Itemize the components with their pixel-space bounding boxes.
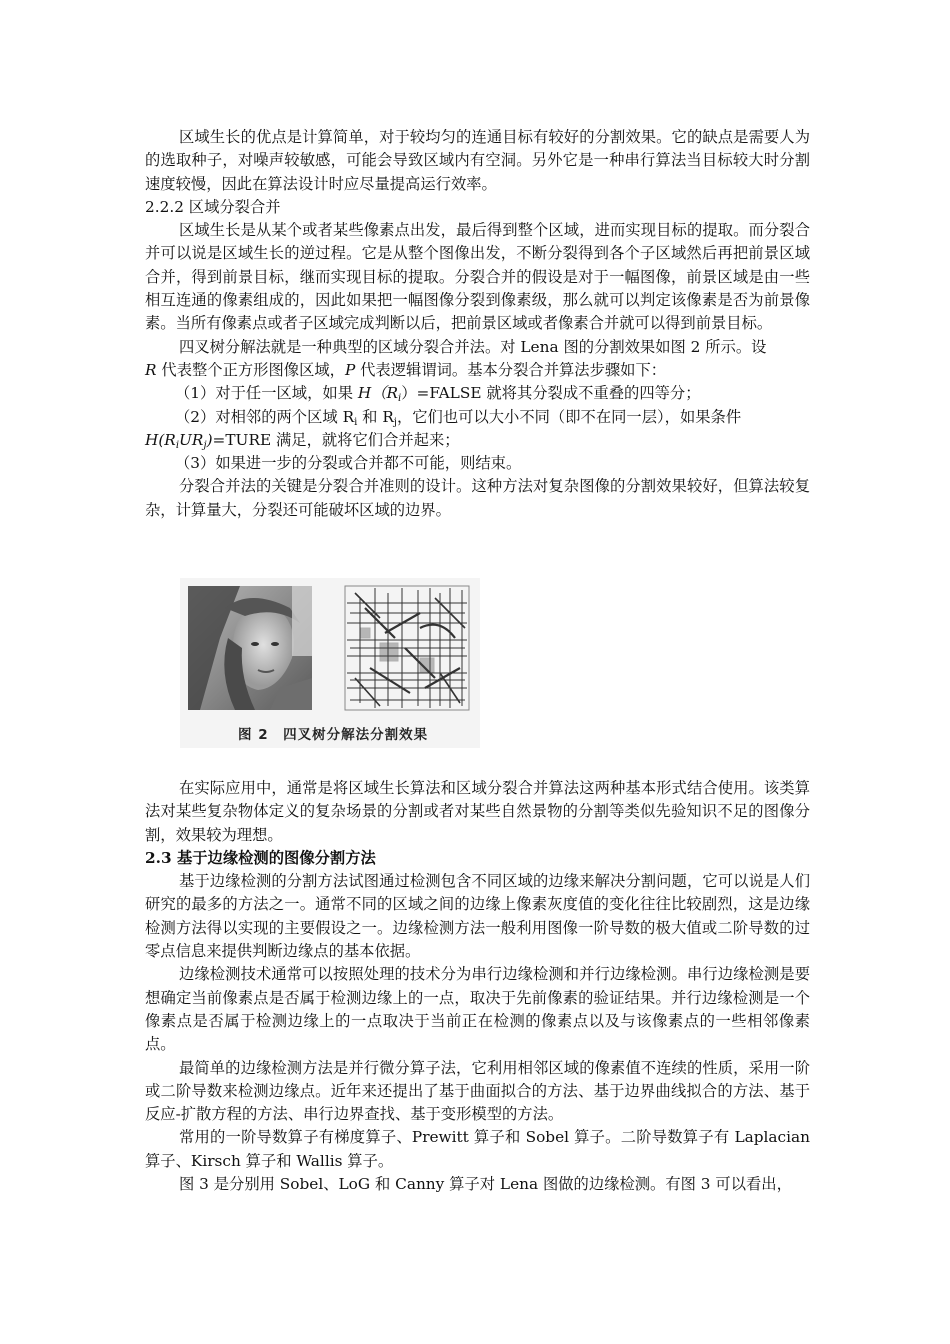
heading-2-2-2: 2.2.2 区域分裂合并 (145, 197, 281, 216)
paragraph-region-growing-pros: 区域生长的优点是计算简单，对于较均匀的连通目标有较好的分割效果。它的缺点是需要人为的选取种子，对噪声较敏感，可能会导致区域内有空洞。另外它是一种串行算法当目标较大时分割速度较慢，因此在算法设计时应尽量提高运行效率。 (145, 128, 810, 193)
lena-photo (188, 586, 312, 710)
step-2-sub-i: i (354, 416, 358, 428)
quadtree-text-c: 代表逻辑谓词。基本分裂合并算法步骤如下： (355, 360, 667, 379)
step-1-sub-i: i (398, 393, 402, 405)
figure-2-caption: 图 2 四叉树分解法分割效果 (238, 727, 429, 743)
step-2-predicate-sub-i: i (175, 439, 180, 451)
step-2-continued (145, 429, 810, 452)
step-2-sub-j: j (393, 416, 397, 428)
step-1 (145, 382, 810, 405)
heading-2-3: 2.3 基于边缘检测的图像分割方法 (145, 848, 376, 867)
step-2-text-b: 和 R (357, 407, 394, 426)
step-2-predicate-union: UR (179, 430, 204, 449)
paragraph-operators-list: 常用的一阶导数算子有梯度算子、Prewitt 算子和 Sobel 算子。二阶导数算子有 Laplacian 算子、Kirsch 算子和 Wallis 算子。 (145, 1128, 810, 1170)
paragraph-quadtree (145, 336, 810, 383)
paragraph-split-merge-key: 分裂合并法的关键是分裂合并准则的设计。这种方法对复杂图像的分割效果较好，但算法较复杂，计算量大，分裂还可能破坏区域的边界。 (145, 477, 810, 519)
step-2-text-a: （2）对相邻的两个区域 R (175, 407, 355, 426)
paragraph-split-merge: 区域生长是从某个或者某些像素点出发，最后得到整个区域，进而实现目标的提取。而分裂合并可以说是区域生长的逆过程。它是从整个图像出发，不断分裂得到各个子区域然后再把前景区域合并，得到前景目标，继而实现目标的提取。分裂合并的假设是对于一幅图像，前景区域是由一些相互连通的像素组成的，因此如果把一幅图像分裂到像素级，那么就可以判定该像素是否为前景像素。当所有像素点或者子区域完成判断以后，把前景区域或者像素合并就可以得到前景目标。 (145, 221, 810, 333)
paragraph-combined-use: 在实际应用中，通常是将区域生长算法和区域分裂合并算法这两种基本形式结合使用。该类算法对某些复杂物体定义的复杂场景的分割或者对某些自然景物的分割等类似先验知识不足的图像分割，效果较为理想。 (145, 779, 810, 844)
quadtree-text-b: 代表整个正方形图像区域， (156, 360, 345, 379)
upper-text-block (145, 126, 810, 522)
step-2-text-c: ，它们也可以大小不同（即不在同一层），如果条件 (396, 407, 742, 426)
step-1-text-b: ）=FALSE 就将其分裂成不重叠的四等分； (401, 384, 701, 403)
paragraph-serial-parallel: 边缘检测技术通常可以按照处理的技术分为串行边缘检测和并行边缘检测。串行边缘检测是要想确定当前像素点是否属于检测边缘上的一点，取决于先前像素的验证结果。并行边缘检测是一个像素点是否属于检测边缘上的一点取决于当前正在检测的像素点以及与该像素点的一些相邻像素点。 (145, 965, 810, 1054)
quadtree-text-a: 四叉树分解法就是一种典型的区域分裂合并法。对 Lena 图的分割效果如图 2 所示。设 (179, 337, 767, 356)
step-1-predicate: H（R (357, 384, 399, 403)
step-2-predicate-H: H(R (145, 430, 176, 449)
step-1-text-a: （1）对于任一区域，如果 (175, 384, 358, 403)
paragraph-figure-3: 图 3 是分别用 Sobel、LoG 和 Canny 算子对 Lena 图做的边缘检测。有图 3 可以看出， (179, 1175, 792, 1194)
step-2-text-d: =TURE 满足，就将它们合并起来； (212, 430, 460, 449)
paragraph-differential-operators: 最简单的边缘检测方法是并行微分算子法，它利用相邻区域的像素值不连续的性质，采用一阶或二阶导数来检测边缘点。近年来还提出了基于曲面拟合的方法、基于边界曲线拟合的方法、基于反应-扩散方程的方法、串行边界查找、基于变形模型的方法。 (145, 1058, 810, 1124)
lower-text-block (145, 777, 810, 1196)
symbol-R: R (145, 360, 157, 379)
paragraph-edge-detection-intro: 基于边缘检测的分割方法试图通过检测包含不同区域的边缘来解决分割问题，它可以说是人们研究的最多的方法之一。通常不同的区域之间的边缘上像素灰度值的变化往往比较剧烈，这是边缘检测方法得以实现的主要假设之一。边缘检测方法一般利用图像一阶导数的极大值或二阶导数的过零点信息来提供判断边缘点的基本依据。 (145, 872, 810, 961)
symbol-P: P (344, 360, 356, 379)
step-2-predicate-close: ) (206, 430, 213, 449)
step-2-predicate-sub-j: j (203, 439, 207, 451)
step-2 (145, 406, 810, 429)
step-3: （3）如果进一步的分裂或合并都不可能，则结束。 (175, 454, 522, 473)
